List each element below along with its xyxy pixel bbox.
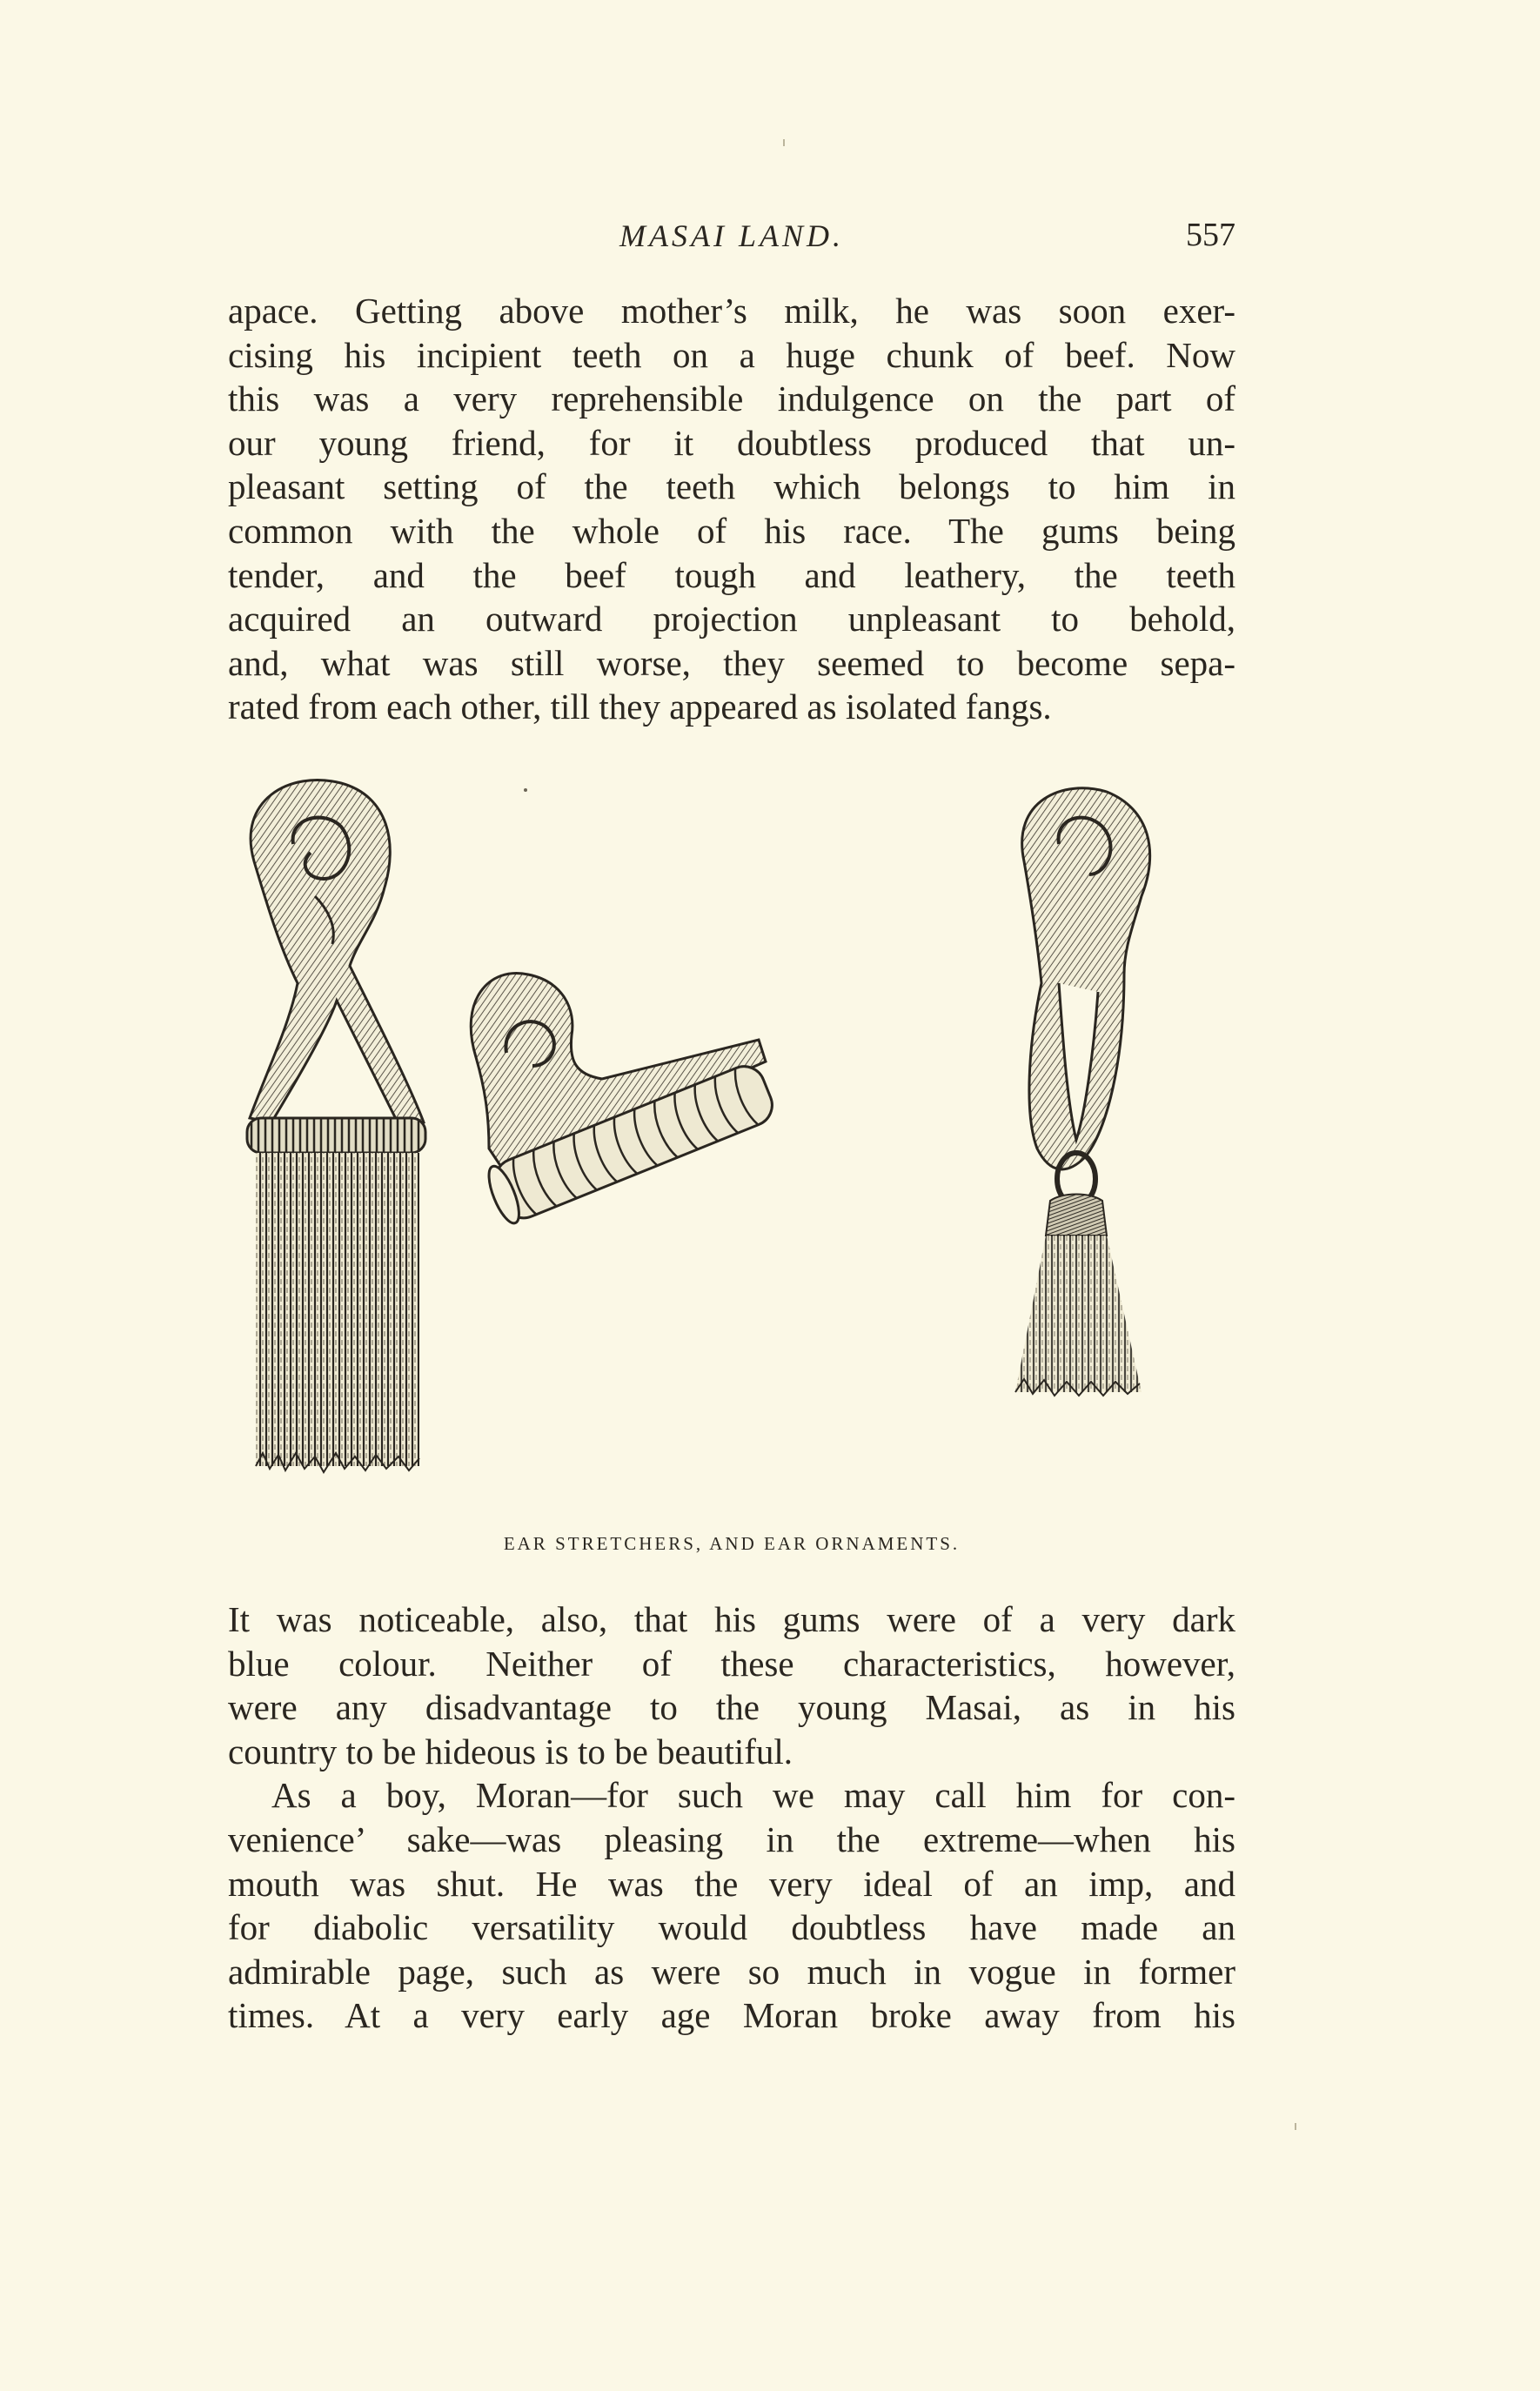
paragraph-2 — [228, 1597, 1235, 2038]
text-line: apace. Getting above mother’s milk, he was soon exer- — [228, 291, 1235, 331]
engraving-figure — [228, 766, 1235, 1531]
center-ear-with-cylinder — [471, 973, 778, 1227]
text-line: cising his incipient teeth on a huge chunk of beef. Now — [228, 334, 1235, 375]
text-line: rated from each other, till they appeared as isolated fangs. — [228, 686, 1052, 727]
text-line: acquired an outward projection unpleasant to behold, — [228, 599, 1235, 640]
text-line: for diabolic versatility would doubtless have made an — [228, 1907, 1235, 1948]
text-line: admirable page, such as were so much in vogue in former — [228, 1951, 1235, 1992]
text-line: times. At a very early age Moran broke away from his — [228, 1995, 1235, 2036]
right-ear-with-tassel — [1015, 788, 1150, 1396]
running-head — [228, 218, 1235, 261]
text-line: pleasant setting of the teeth which belongs to him in — [228, 466, 1235, 507]
paper-speck — [1295, 2123, 1296, 2130]
page-number: 557 — [1186, 217, 1235, 253]
text-line: this was a very reprehensible indulgence on the part of — [228, 378, 1235, 419]
running-title: MASAI LAND. — [619, 218, 844, 253]
text-line: common with the whole of his race. The gums being — [228, 510, 1235, 551]
text-line: venience’ sake—was pleasing in the extreme—when his — [228, 1818, 1235, 1859]
text-line: tender, and the beef tough and leathery, the teeth — [228, 554, 1235, 595]
left-ear-with-fringe — [247, 780, 425, 1472]
ear-stretchers-engraving — [228, 766, 1235, 1531]
paragraph-1 — [228, 289, 1235, 729]
text-line: our young friend, for it doubtless produced that un- — [228, 422, 1235, 463]
text-line: and, what was still worse, they seemed to become sepa- — [228, 642, 1235, 683]
text-line: mouth was shut. He was the very ideal of an imp, and — [228, 1863, 1235, 1904]
text-line: It was noticeable, also, that his gums were of a very dark — [228, 1599, 1235, 1639]
text-line: were any disadvantage to the young Masai, as in his — [228, 1687, 1235, 1728]
text-line: country to be hideous is to be beautiful. — [228, 1731, 793, 1771]
text-line: As a boy, Moran—for such we may call him for con- — [271, 1775, 1235, 1816]
text-line: blue colour. Neither of these characteristics, however, — [228, 1643, 1235, 1684]
figure-caption: EAR STRETCHERS, AND EAR ORNAMENTS. — [503, 1533, 961, 1554]
paper-speck — [783, 139, 785, 146]
